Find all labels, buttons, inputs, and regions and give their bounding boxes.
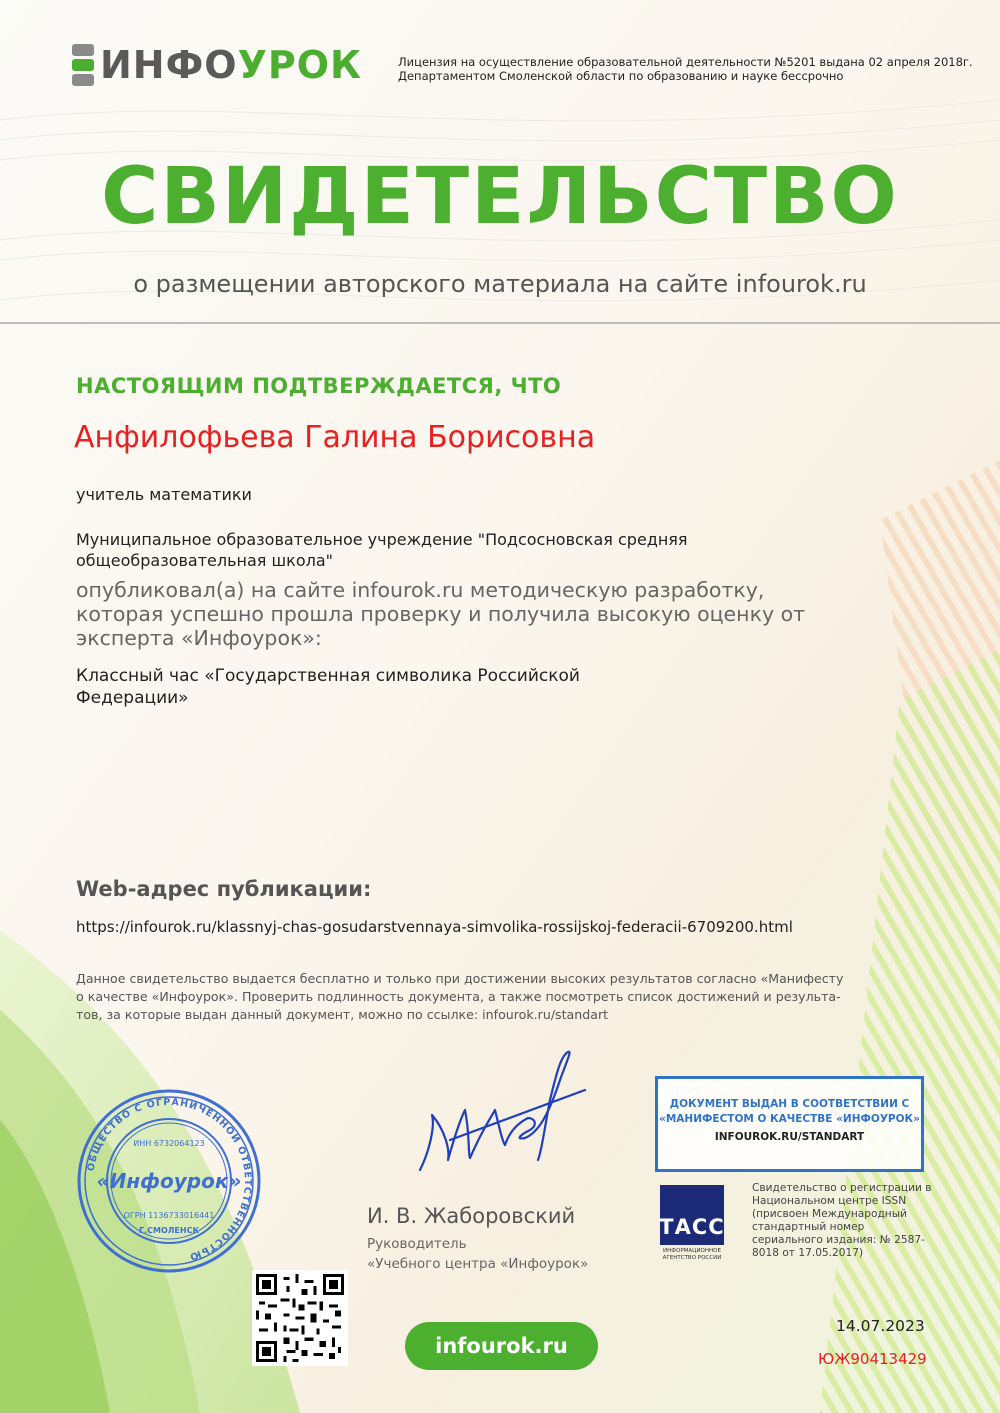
site-link-button[interactable]: infourok.ru xyxy=(405,1322,598,1370)
stamp-city: Г.СМОЛЕНСК xyxy=(139,1226,199,1235)
license-text xyxy=(398,55,978,83)
stamp-center-text: «Инфоурок» xyxy=(96,1169,242,1193)
tass-logo xyxy=(660,1185,724,1262)
stamp-inn: ИНН 6732064123 xyxy=(133,1139,205,1148)
certificate-title: СВИДЕТЕЛЬСТВО xyxy=(101,152,899,242)
tass-subtitle xyxy=(660,1248,724,1262)
material-title: Классный час «Государственная символика Российской Федерации» xyxy=(76,666,580,708)
director-role-line-2: «Учебного центра «Инфоурок» xyxy=(367,1256,589,1272)
issn-registration-text: Свидетельство о регистрации в Национальном центре ISSN (присвоен Международный стандартный номер сериального издания: № 2587-8018 от 17.05.2017) xyxy=(752,1182,932,1259)
organization-name: Муниципальное образовательное учреждение "Подсосновская средняя общеобразовательная школа" xyxy=(76,530,688,570)
stamp-ring-text: ОБЩЕСТВО С ОГРАНИЧЕННОЙ ОТВЕТСТВЕННОСТЬЮ xyxy=(85,1096,254,1263)
person-position: учитель математики xyxy=(76,485,252,504)
director-signature xyxy=(410,1040,590,1190)
web-address-label: Web-адрес публикации: xyxy=(76,877,372,901)
license-line-2: Департаментом Смоленской области по образованию и науке бессрочно xyxy=(398,69,844,83)
infourok-logo[interactable] xyxy=(72,44,362,86)
published-statement: опубликовал(а) на сайте infourok.ru методическую разработку, которая успешно прошла проверку и получила высокую оценку от эксперта «Инфоурок»: xyxy=(76,578,806,650)
issue-date: 14.07.2023 xyxy=(836,1317,925,1335)
quality-box-line-2: «МАНИФЕСТОМ О КАЧЕСТВЕ «ИНФОУРОК» xyxy=(659,1113,920,1125)
director-name: И. В. Жаборовский xyxy=(367,1204,576,1228)
license-line-1: Лицензия на осуществление образовательной деятельности №5201 выдана 02 апреля 2018г. xyxy=(398,55,973,69)
confirmation-heading: НАСТОЯЩИМ ПОДТВЕРЖДАЕТСЯ, ЧТО xyxy=(76,374,562,398)
publication-url-link[interactable]: https://infourok.ru/klassnyj-chas-gosudarstvennaya-simvolika-rossijskoj-federacii-6709200.html xyxy=(76,918,793,936)
tass-subtitle-line-2: АГЕНТСТВО РОССИИ xyxy=(662,1255,722,1261)
qr-code[interactable] xyxy=(252,1270,348,1366)
disclaimer-line-2: о качестве «Инфоурок». Проверить подлинность документа, а также посмотреть список достижений и результа- xyxy=(76,989,841,1004)
person-name: Анфилофьева Галина Борисовна xyxy=(74,420,596,455)
director-role-line-1: Руководитель xyxy=(367,1236,467,1252)
disclaimer-line-3: тов, за которые выдан данный документ, можно по ссылке: infourok.ru/standart xyxy=(76,1007,609,1022)
logo-mark-icon xyxy=(72,44,94,86)
stamp-ogrn: ОГРН 1136733016441 xyxy=(123,1211,215,1220)
certificate-subtitle: о размещении авторского материала на сайте infourok.ru xyxy=(133,270,867,298)
disclaimer-line-1: Данное свидетельство выдается бесплатно и только при достижении высоких результатов согласно «Манифесту xyxy=(76,971,844,986)
quality-box-line-1: ДОКУМЕНТ ВЫДАН В СООТВЕТСТВИИ С xyxy=(669,1098,910,1110)
tass-logo-mark: ТАСС xyxy=(660,1185,724,1245)
serial-number: ЮЖ90413429 xyxy=(818,1350,927,1368)
quality-manifest-box xyxy=(655,1076,924,1172)
quality-box-link[interactable]: INFOUROK.RU/STANDART xyxy=(714,1131,865,1143)
disclaimer-text xyxy=(76,970,906,1024)
divider xyxy=(0,322,1000,324)
logo-text-info: ИНФО xyxy=(100,43,238,87)
tass-subtitle-line-1: ИНФОРМАЦИОННОЕ xyxy=(663,1248,721,1254)
logo-text-urok: УРОК xyxy=(237,43,363,87)
company-stamp-seal xyxy=(76,1088,262,1274)
